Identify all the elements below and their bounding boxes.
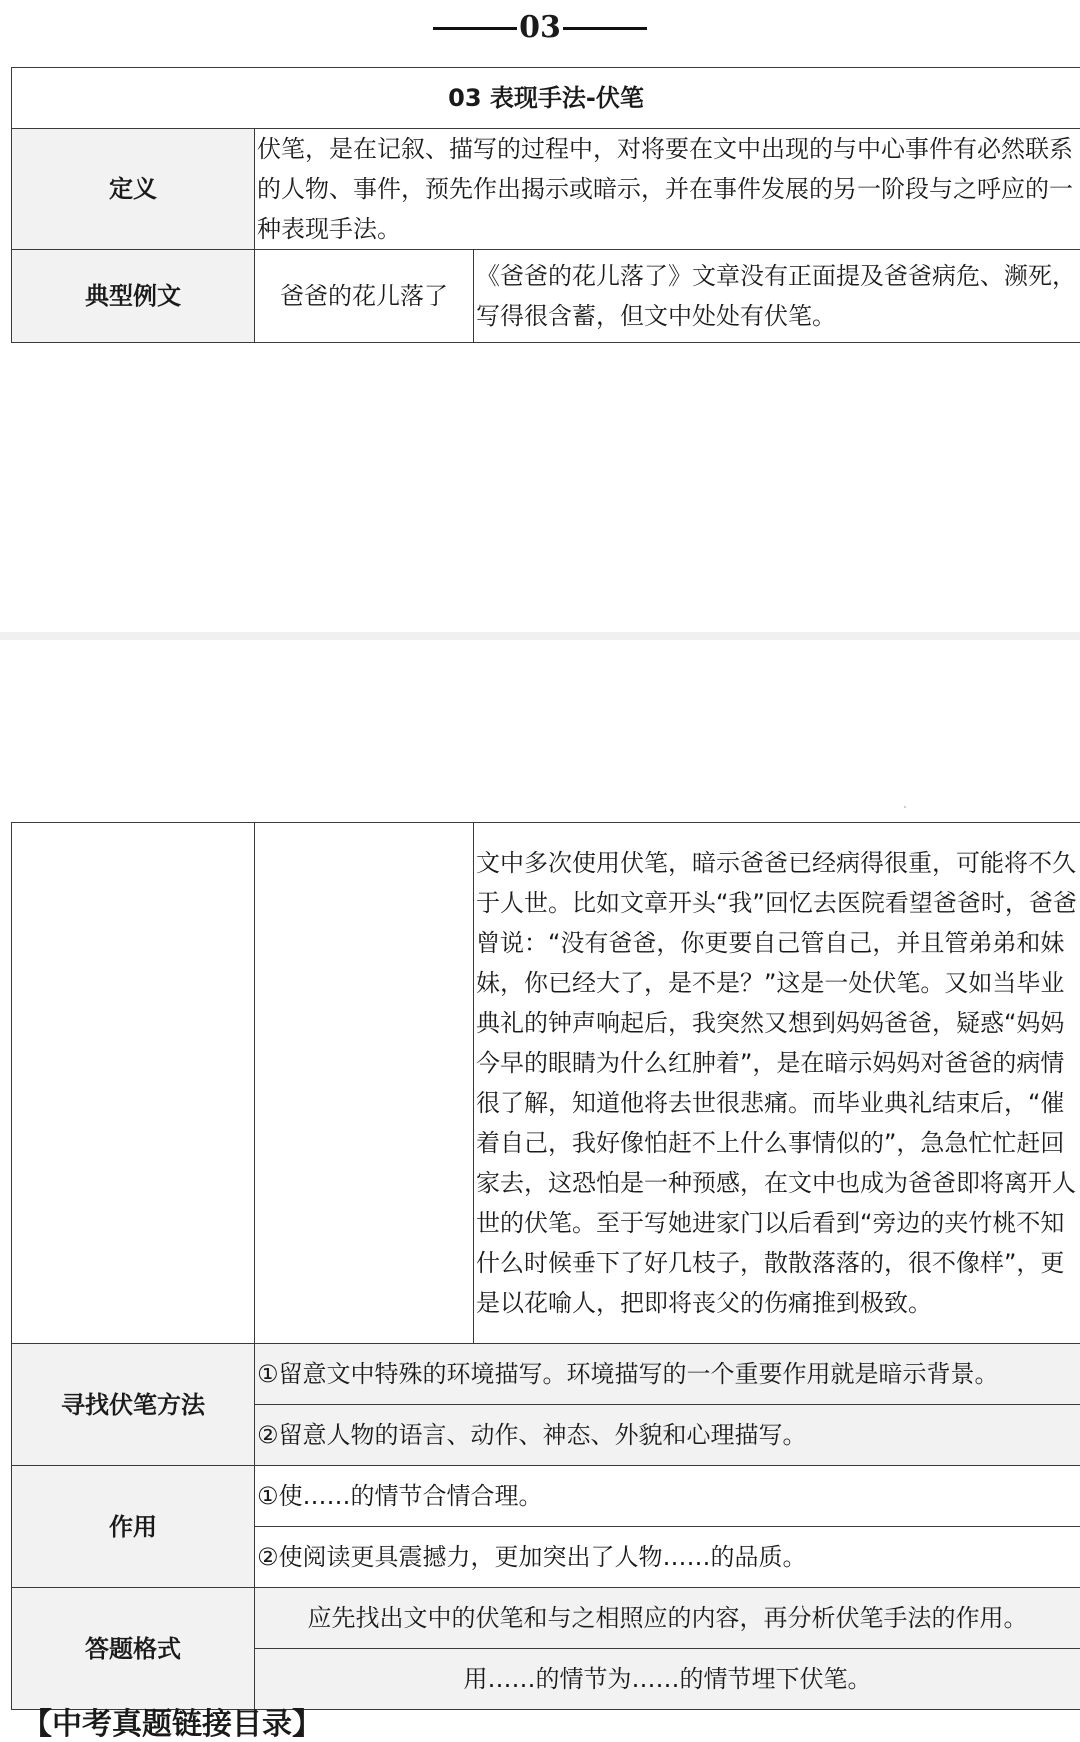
example-label: 典型例文: [12, 250, 255, 343]
method-item-1: ①留意文中特殊的环境描写。环境描写的一个重要作用就是暗示背景。: [255, 1344, 1080, 1405]
definition-label: 定义: [12, 129, 255, 250]
example-detail-text: 文中多次使用伏笔，暗示爸爸已经病得很重，可能将不久于人世。比如文章开头“我”回忆去医院看望爸爸时，爸爸曾说：“没有爸爸，你更要自己管自己，并且管弟弟和妹妹，你已经大了，是不是？”这是一处伏笔。又如当毕业典礼的钟声响起后，我突然又想到妈妈爸爸，疑惑“妈妈今早的眼睛为什么红肿着”，是在暗示妈妈对爸爸的病情很了解，知道他将去世很悲痛。而毕业典礼结束后，“催着自己，我好像怕赶不上什么事情似的”，急急忙忙赶回家去，这恐怕是一种预感，在文中也成为爸爸即将离开人世的伏笔。至于写她进家门以后看到“旁边的夹竹桃不知什么时候垂下了好几枝子，散散落落的，很不像样”，更是以花喻人，把即将丧父的伤痛推到极致。: [474, 823, 1080, 1344]
example-work-title: 爸爸的花儿落了: [255, 250, 474, 343]
definition-text: 伏笔，是在记叙、描写的过程中，对将要在文中出现的与中心事件有必然联系的人物、事件，预先作出揭示或暗示，并在事件发展的另一阶段与之呼应的一种表现手法。: [255, 129, 1080, 250]
section-number-text: 03: [519, 13, 561, 43]
example-work-continued: [255, 823, 474, 1344]
section-dash-left: [433, 27, 517, 30]
effects-label: 作用: [12, 1466, 255, 1588]
effects-row-1: [12, 1466, 1080, 1527]
definition-row: [12, 129, 1080, 250]
answer-format-item-2: 用……的情节为……的情节埋下伏笔。: [255, 1649, 1080, 1710]
exam-links-heading: 【中考真题链接目录】: [22, 1708, 322, 1742]
answer-format-label: 答题格式: [12, 1588, 255, 1710]
example-label-continued: [12, 823, 255, 1344]
example-row: [12, 250, 1080, 343]
table-title-row: [12, 68, 1080, 129]
section-dash-right: [563, 27, 647, 30]
section-number: [0, 6, 1080, 50]
methods-row-1: [12, 1344, 1080, 1405]
table-title: 03 表现手法-伏笔: [12, 68, 1080, 129]
effect-item-2: ②使阅读更具震撼力，更加突出了人物……的品质。: [255, 1527, 1080, 1588]
example-detail-row: [12, 823, 1080, 1344]
answer-format-row-1: [12, 1588, 1080, 1649]
effect-item-1: ①使……的情节合情合理。: [255, 1466, 1080, 1527]
method-item-2: ②留意人物的语言、动作、神态、外貌和心理描写。: [255, 1405, 1080, 1466]
methods-label: 寻找伏笔方法: [12, 1344, 255, 1466]
foreshadowing-table-part2: [11, 822, 1080, 1710]
foreshadowing-table-part1: [11, 67, 1080, 343]
example-summary: 《爸爸的花儿落了》文章没有正面提及爸爸病危、濒死，写得很含蓄，但文中处处有伏笔。: [474, 250, 1080, 343]
answer-format-item-1: 应先找出文中的伏笔和与之相照应的内容，再分析伏笔手法的作用。: [255, 1588, 1080, 1649]
scan-dot: [904, 806, 906, 808]
page-break-band: [0, 632, 1080, 640]
